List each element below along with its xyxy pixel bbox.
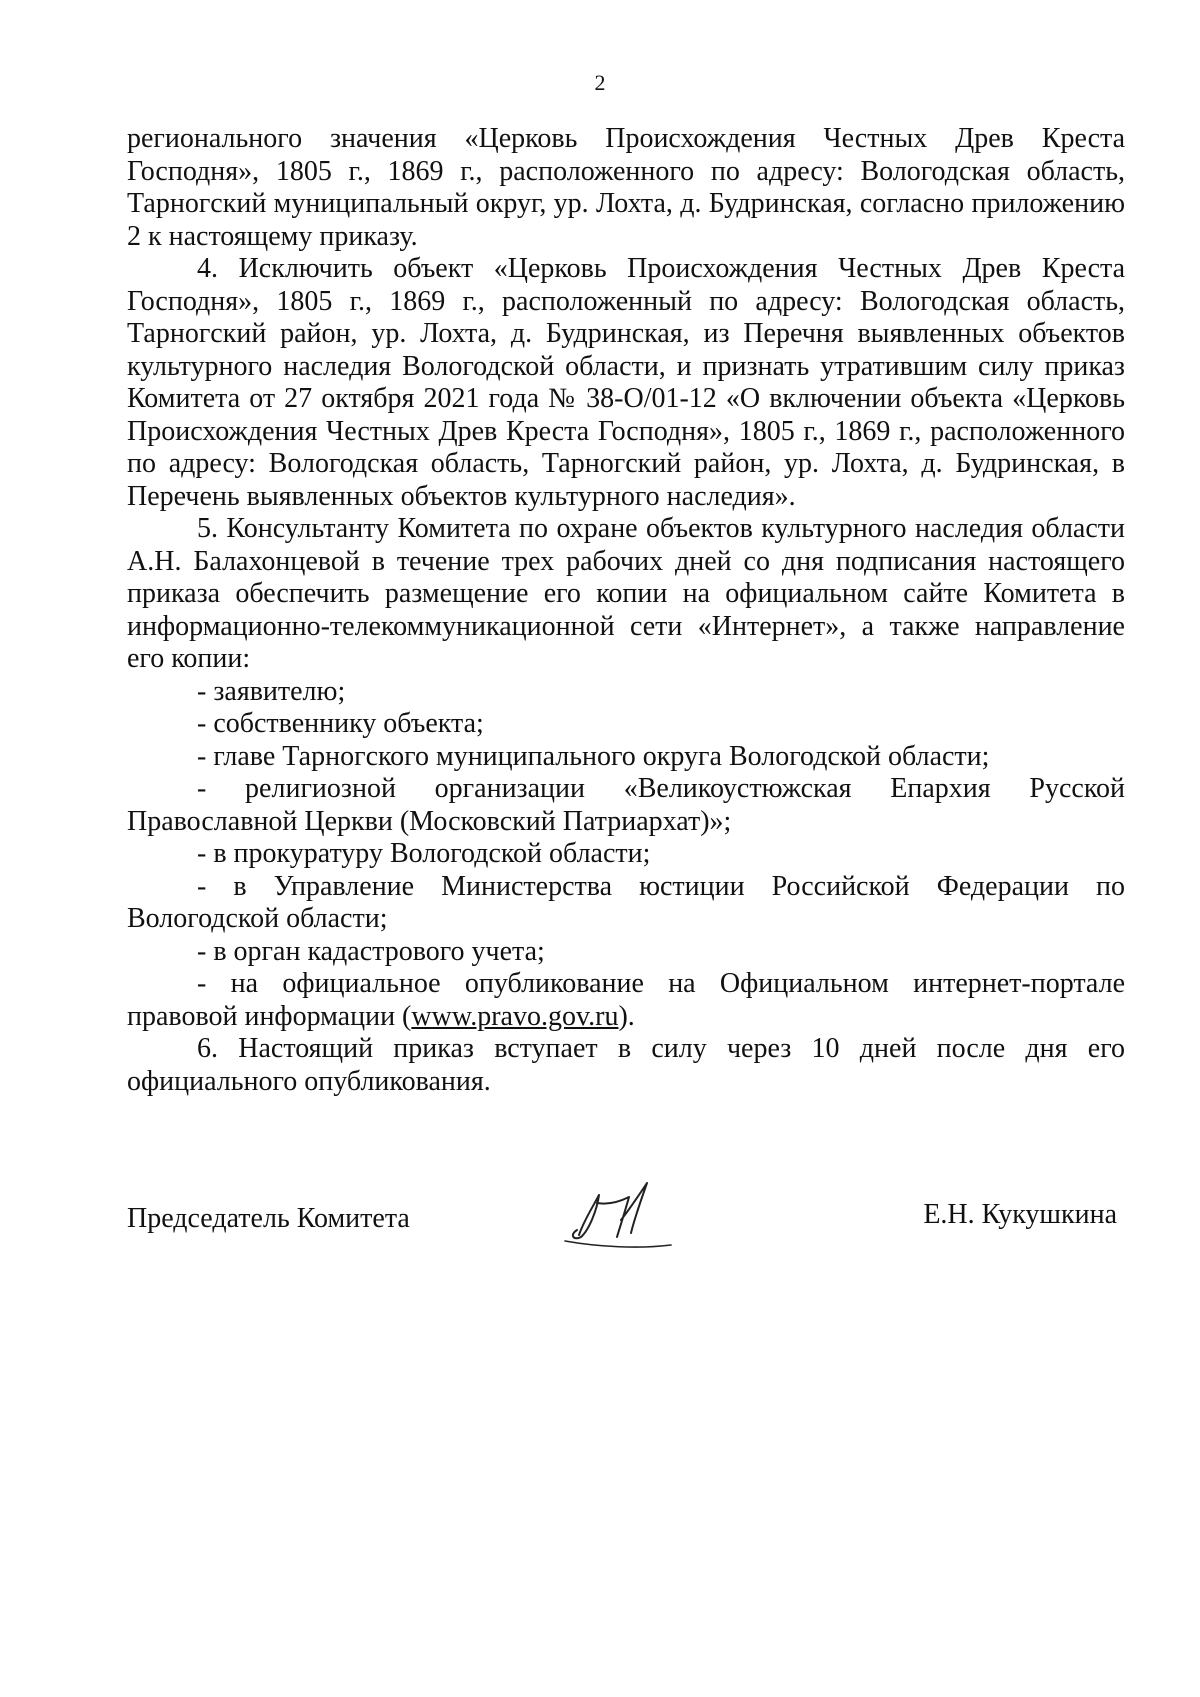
recipient-applicant: - заявителю;: [197, 675, 346, 707]
paragraph-item-6: 6. Настоящий приказ вступает в силу через 10 дней после дня его официального опубликования.: [127, 1033, 1125, 1097]
page-number: 2: [594, 70, 606, 95]
recipient-owner: - собственнику объекта;: [197, 708, 484, 739]
publication-suffix: ).: [618, 1000, 635, 1032]
handwritten-signature: [559, 1175, 679, 1255]
recipient-cadastral-authority: - в орган кадастрового учета;: [197, 935, 545, 967]
signatory-title: Председатель Комитета: [127, 1203, 410, 1234]
recipient-prosecutor: - в прокуратуру Вологодской области;: [197, 838, 651, 869]
paragraph-continuation: регионального значения «Церковь Происхождения Честных Древ Креста Господня», 1805 г., 1869 г., расположенного по адресу: Вологодская область, Тарногский муниципальный округ, ур. Лохта, д. Будринская, согласно приложению 2 к настоящему приказу.: [127, 123, 1125, 252]
paragraph-item-4: 4. Исключить объект «Церковь Происхождения Честных Древ Креста Господня», 1805 г., 1869 г., расположенный по адресу: Вологодская область, Тарногский район, ур. Лохта, д. Будринская, из Перечня выявленных объектов культурного наследия Вологодской области, и признать утратившим силу приказ Комитета от 27 октября 2021 года № 38-О/01-12 «О включении объекта «Церковь Происхождения Честных Древ Креста Господня», 1805 г., 1869 г., расположенного по адресу: Вологодская область, Тарногский район, ур. Лохта, д. Будринская, в Перечень выявленных объектов культурного наследия».: [127, 253, 1125, 512]
signature-block: [127, 1185, 1125, 1265]
signatory-name: Е.Н. Кукушкина: [923, 1199, 1117, 1230]
paragraph-item-5: 5. Консультанту Комитета по охране объектов культурного наследия области А.Н. Балахонцевой в течение трех рабочих дней со дня подписания настоящего приказа обеспечить размещение его копии на официальном сайте Комитета в информационно-телекоммуникационной сети «Интернет», а также направление его копии:: [127, 513, 1125, 674]
document-body: [127, 123, 1125, 1098]
pravo-gov-link[interactable]: www.pravo.gov.ru: [411, 1000, 619, 1032]
recipient-ministry-of-justice: - в Управление Министерства юстиции Российской Федерации по Вологодской области;: [127, 870, 1125, 934]
recipient-official-publication: [127, 968, 1125, 1033]
recipient-district-head: - главе Тарногского муниципального округа Вологодской области;: [197, 740, 990, 772]
publication-text: - на официальное опубликование на Официальном интернет-портале правовой информации (: [127, 968, 1125, 1032]
recipient-religious-organization: - религиозной организации «Великоустюжская Епархия Русской Православной Церкви (Московский Патриархат)»;: [127, 773, 1125, 837]
